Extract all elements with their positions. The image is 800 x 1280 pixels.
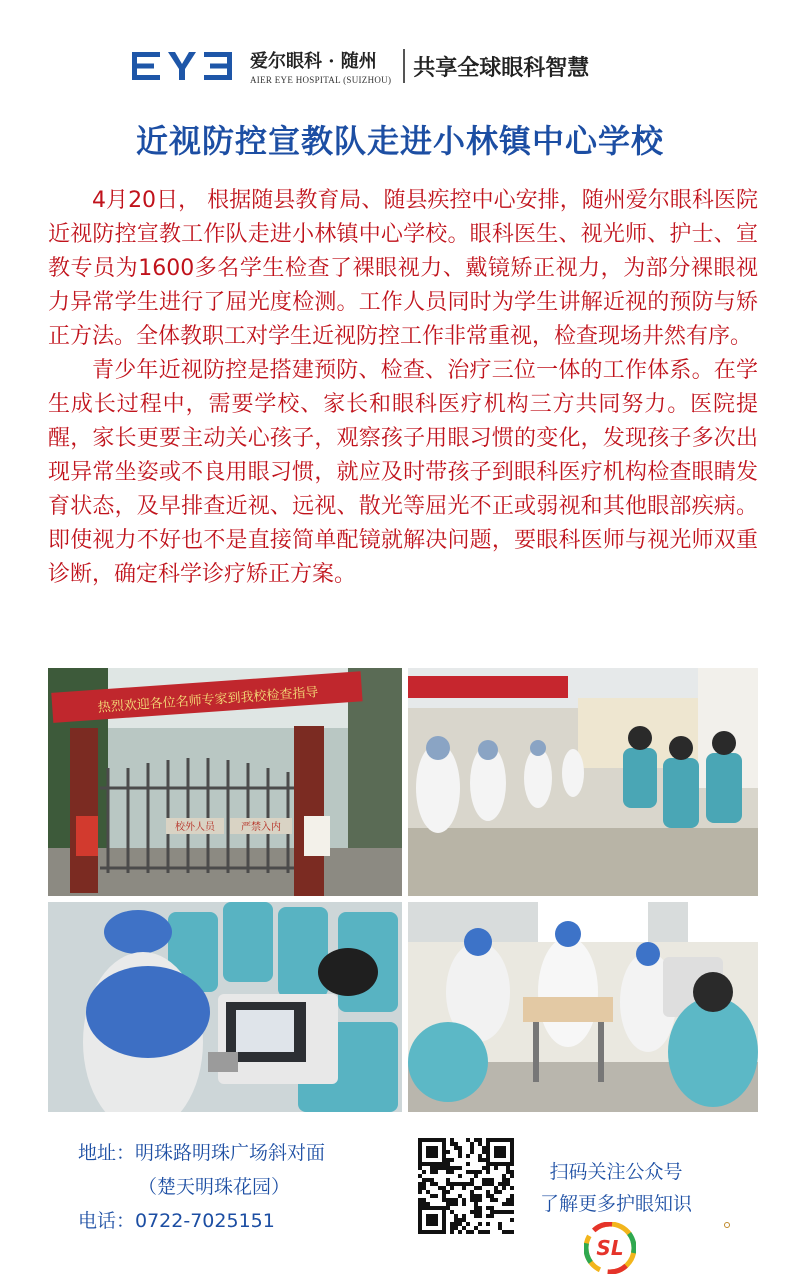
qr-code-icon — [412, 1138, 520, 1234]
qr-code[interactable] — [412, 1138, 520, 1234]
article-paragraph: 青少年近视防控是搭建预防、检查、治疗三位一体的工作体系。在学生成长过程中，需要学校、家长和眼科医疗机构三方共同努力。医院提醒，家长更要主动关心孩子，观察孩子用眼习惯的变化，发现孩子多次出现异常坐姿或不良用眼习惯，就应及时带孩子到眼科医疗机构检查眼睛发育状态，及早排查近视、远视、散光等屈光不正或弱视和其他眼部疾病。即使视力不好也不是直接简单配镜就解决问题，要眼科医师与视光师双重诊断，确定科学诊疗矫正方案。 — [48, 358, 758, 587]
students-queue-image — [408, 668, 758, 896]
photo-desk-check — [408, 902, 758, 1112]
brand-badge-icon — [584, 1222, 636, 1274]
gate-sign-left: 校外人员 — [175, 822, 215, 833]
decorative-dot — [724, 1222, 730, 1228]
photo-school-gate — [48, 668, 402, 896]
address-detail: （楚天明珠花园） — [138, 1176, 291, 1198]
knowledge-line: 了解更多护眼知识 — [540, 1193, 693, 1215]
article-paragraph: 4月20日， 根据随县教育局、随县疾控中心安排，随州爱尔眼科医院近视防控宣教工作队走进小林镇中心学校。眼科医生、视光师、护士、宣教专员为1600多名学生检查了裸眼视力、戴镜矫正视力，为部分裸眼视力异常学生进行了屈光度检测。工作人员同时为学生讲解近视的预防与矫正方法。全体教职工对学生近视防控工作非常重视，检查现场井然有序。 — [48, 188, 758, 349]
scan-line: 扫码关注公众号 — [549, 1161, 683, 1183]
phone-line: 电话：0722-7025151 — [78, 1210, 275, 1232]
photo-students-queue — [408, 668, 758, 896]
eye-logo-icon — [130, 48, 240, 84]
address-line: 地址：明珠路明珠广场斜对面 — [78, 1142, 326, 1164]
gate-banner-text: 热烈欢迎各位名师专家到我校检查指导 — [97, 685, 319, 716]
photo-eye-exam — [48, 902, 402, 1112]
gate-sign-right: 严禁入内 — [241, 822, 281, 833]
contact-info — [78, 1136, 325, 1238]
follow-prompt — [540, 1156, 692, 1220]
article-title: 近视防控宣教队走进小林镇中心学校 — [135, 122, 664, 160]
eye-logo — [130, 46, 240, 86]
hospital-name-en: AIER EYE HOSPITAL (SUIZHOU) — [250, 75, 392, 85]
hospital-name-cn: 爱尔眼科 · 随州 — [250, 51, 377, 72]
school-gate-image — [48, 668, 402, 896]
desk-check-image — [408, 902, 758, 1112]
header-divider — [403, 49, 405, 83]
eye-exam-image — [48, 902, 402, 1112]
hospital-slogan: 共享全球眼科智慧 — [413, 54, 590, 81]
svg-text:SL: SL — [596, 1236, 624, 1260]
article-body — [48, 184, 758, 592]
hospital-header — [130, 44, 589, 88]
